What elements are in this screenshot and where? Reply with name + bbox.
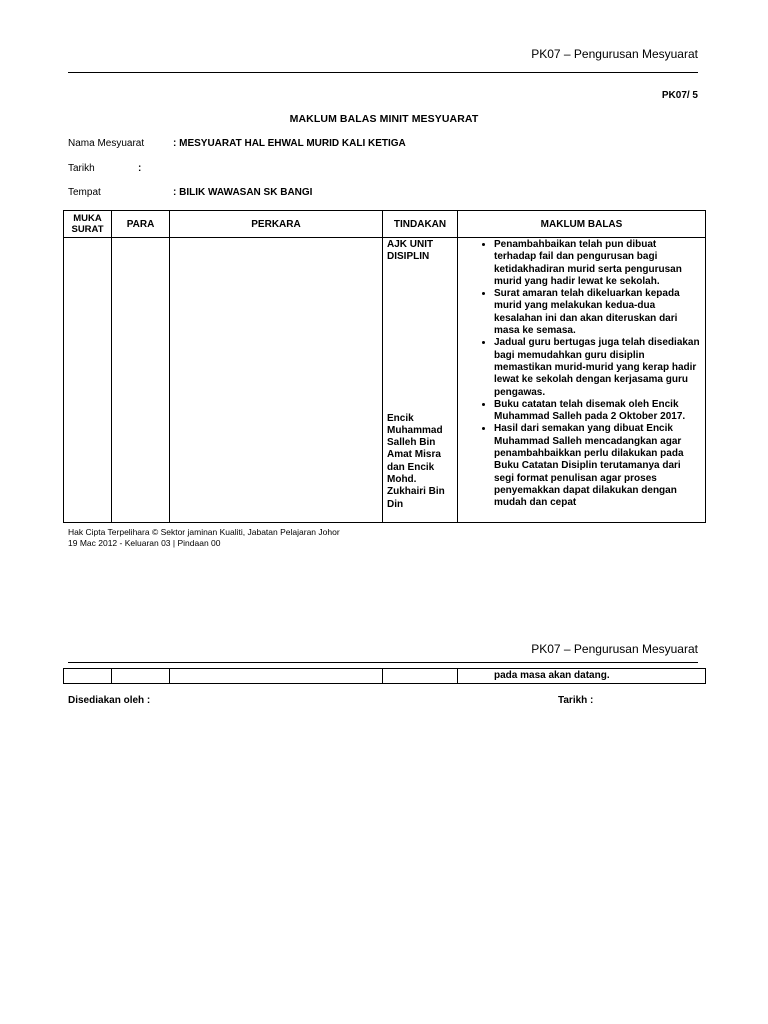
cell-tindakan — [383, 669, 458, 684]
list-item: • Penambahbaikan telah pun dibuat terhadap fail dan pengurusan bagi ketidakhadiran murid serta pengurusan murid yang hadir lewat ke sekolah. — [494, 239, 701, 288]
cell-tindakan — [383, 238, 458, 523]
signoff-date-label: Tarikh : — [558, 695, 594, 706]
cell-para — [112, 669, 170, 684]
venue-label: Tempat — [68, 187, 101, 198]
cell-muka-surat — [64, 669, 112, 684]
list-item: • Surat amaran telah dikeluarkan kepada murid yang melakukan kedua-dua kesalahan ini dan akan diteruskan dari masa ke semasa. — [494, 288, 701, 337]
meeting-name-label: Nama Mesyuarat — [68, 138, 145, 149]
minutes-table — [63, 210, 706, 523]
header-rule — [68, 72, 698, 73]
section-header: PK07 – Pengurusan Mesyuarat — [531, 47, 698, 61]
cell-maklum-balas: pada masa akan datang. — [458, 669, 706, 684]
venue-value: : BILIK WAWASAN SK BANGI — [173, 187, 313, 198]
document-code: PK07/ 5 — [661, 90, 698, 101]
col-header-maklum-balas: MAKLUM BALAS — [458, 211, 706, 238]
table-header-row — [64, 211, 706, 238]
table-row — [64, 669, 706, 684]
col-header-tindakan: TINDAKAN — [383, 211, 458, 238]
col-header-para: PARA — [112, 211, 170, 238]
cell-para — [112, 238, 170, 523]
date-colon: : — [138, 163, 142, 174]
minutes-table-continued — [63, 668, 706, 684]
date-label: Tarikh — [68, 163, 95, 174]
action-owner-1: AJK UNIT DISIPLIN — [387, 239, 434, 263]
col-header-muka-surat: MUKA SURAT — [64, 211, 112, 238]
list-item: • Buku catatan telah disemak oleh Encik Muhammad Salleh pada 2 Oktober 2017. — [494, 399, 701, 424]
section-header-page-2: PK07 – Pengurusan Mesyuarat — [531, 642, 698, 656]
cell-perkara — [170, 238, 383, 523]
copyright-footer: Hak Cipta Terpelihara © Sektor jaminan Kualiti, Jabatan Pelajaran Johor — [68, 527, 340, 537]
cell-perkara — [170, 669, 383, 684]
cell-muka-surat — [64, 238, 112, 523]
col-header-perkara: PERKARA — [170, 211, 383, 238]
header-rule-page-2 — [68, 662, 698, 663]
prepared-by-label: Disediakan oleh : — [68, 695, 151, 706]
document-title: MAKLUM BALAS MINIT MESYUARAT — [289, 113, 479, 125]
list-item: • Jadual guru bertugas juga telah disediakan bagi memudahkan guru disiplin memastikan murid-murid yang kerap hadir lewat ke sekolah dengan kerjasama guru pengawas. — [494, 337, 701, 398]
feedback-list — [472, 239, 701, 510]
table-row — [64, 238, 706, 523]
meeting-name-value: : MESYUARAT HAL EHWAL MURID KALI KETIGA — [173, 138, 406, 149]
action-owner-2: Encik Muhammad Salleh Bin Amat Misra dan Encik Mohd. Zukhairi Bin Din — [387, 412, 445, 510]
list-item: • Hasil dari semakan yang dibuat Encik Muhammad Salleh mencadangkan agar penambahbaikkan perlu dilakukan pada Buku Catatan Disiplin terutamanya dari segi format penulisan agar proses penyemakkan dapat dilakukan dengan mudah dan cepat — [494, 423, 701, 509]
cell-maklum-balas — [458, 238, 706, 523]
issue-footer: 19 Mac 2012 - Keluaran 03 | Pindaan 00 — [68, 538, 221, 548]
